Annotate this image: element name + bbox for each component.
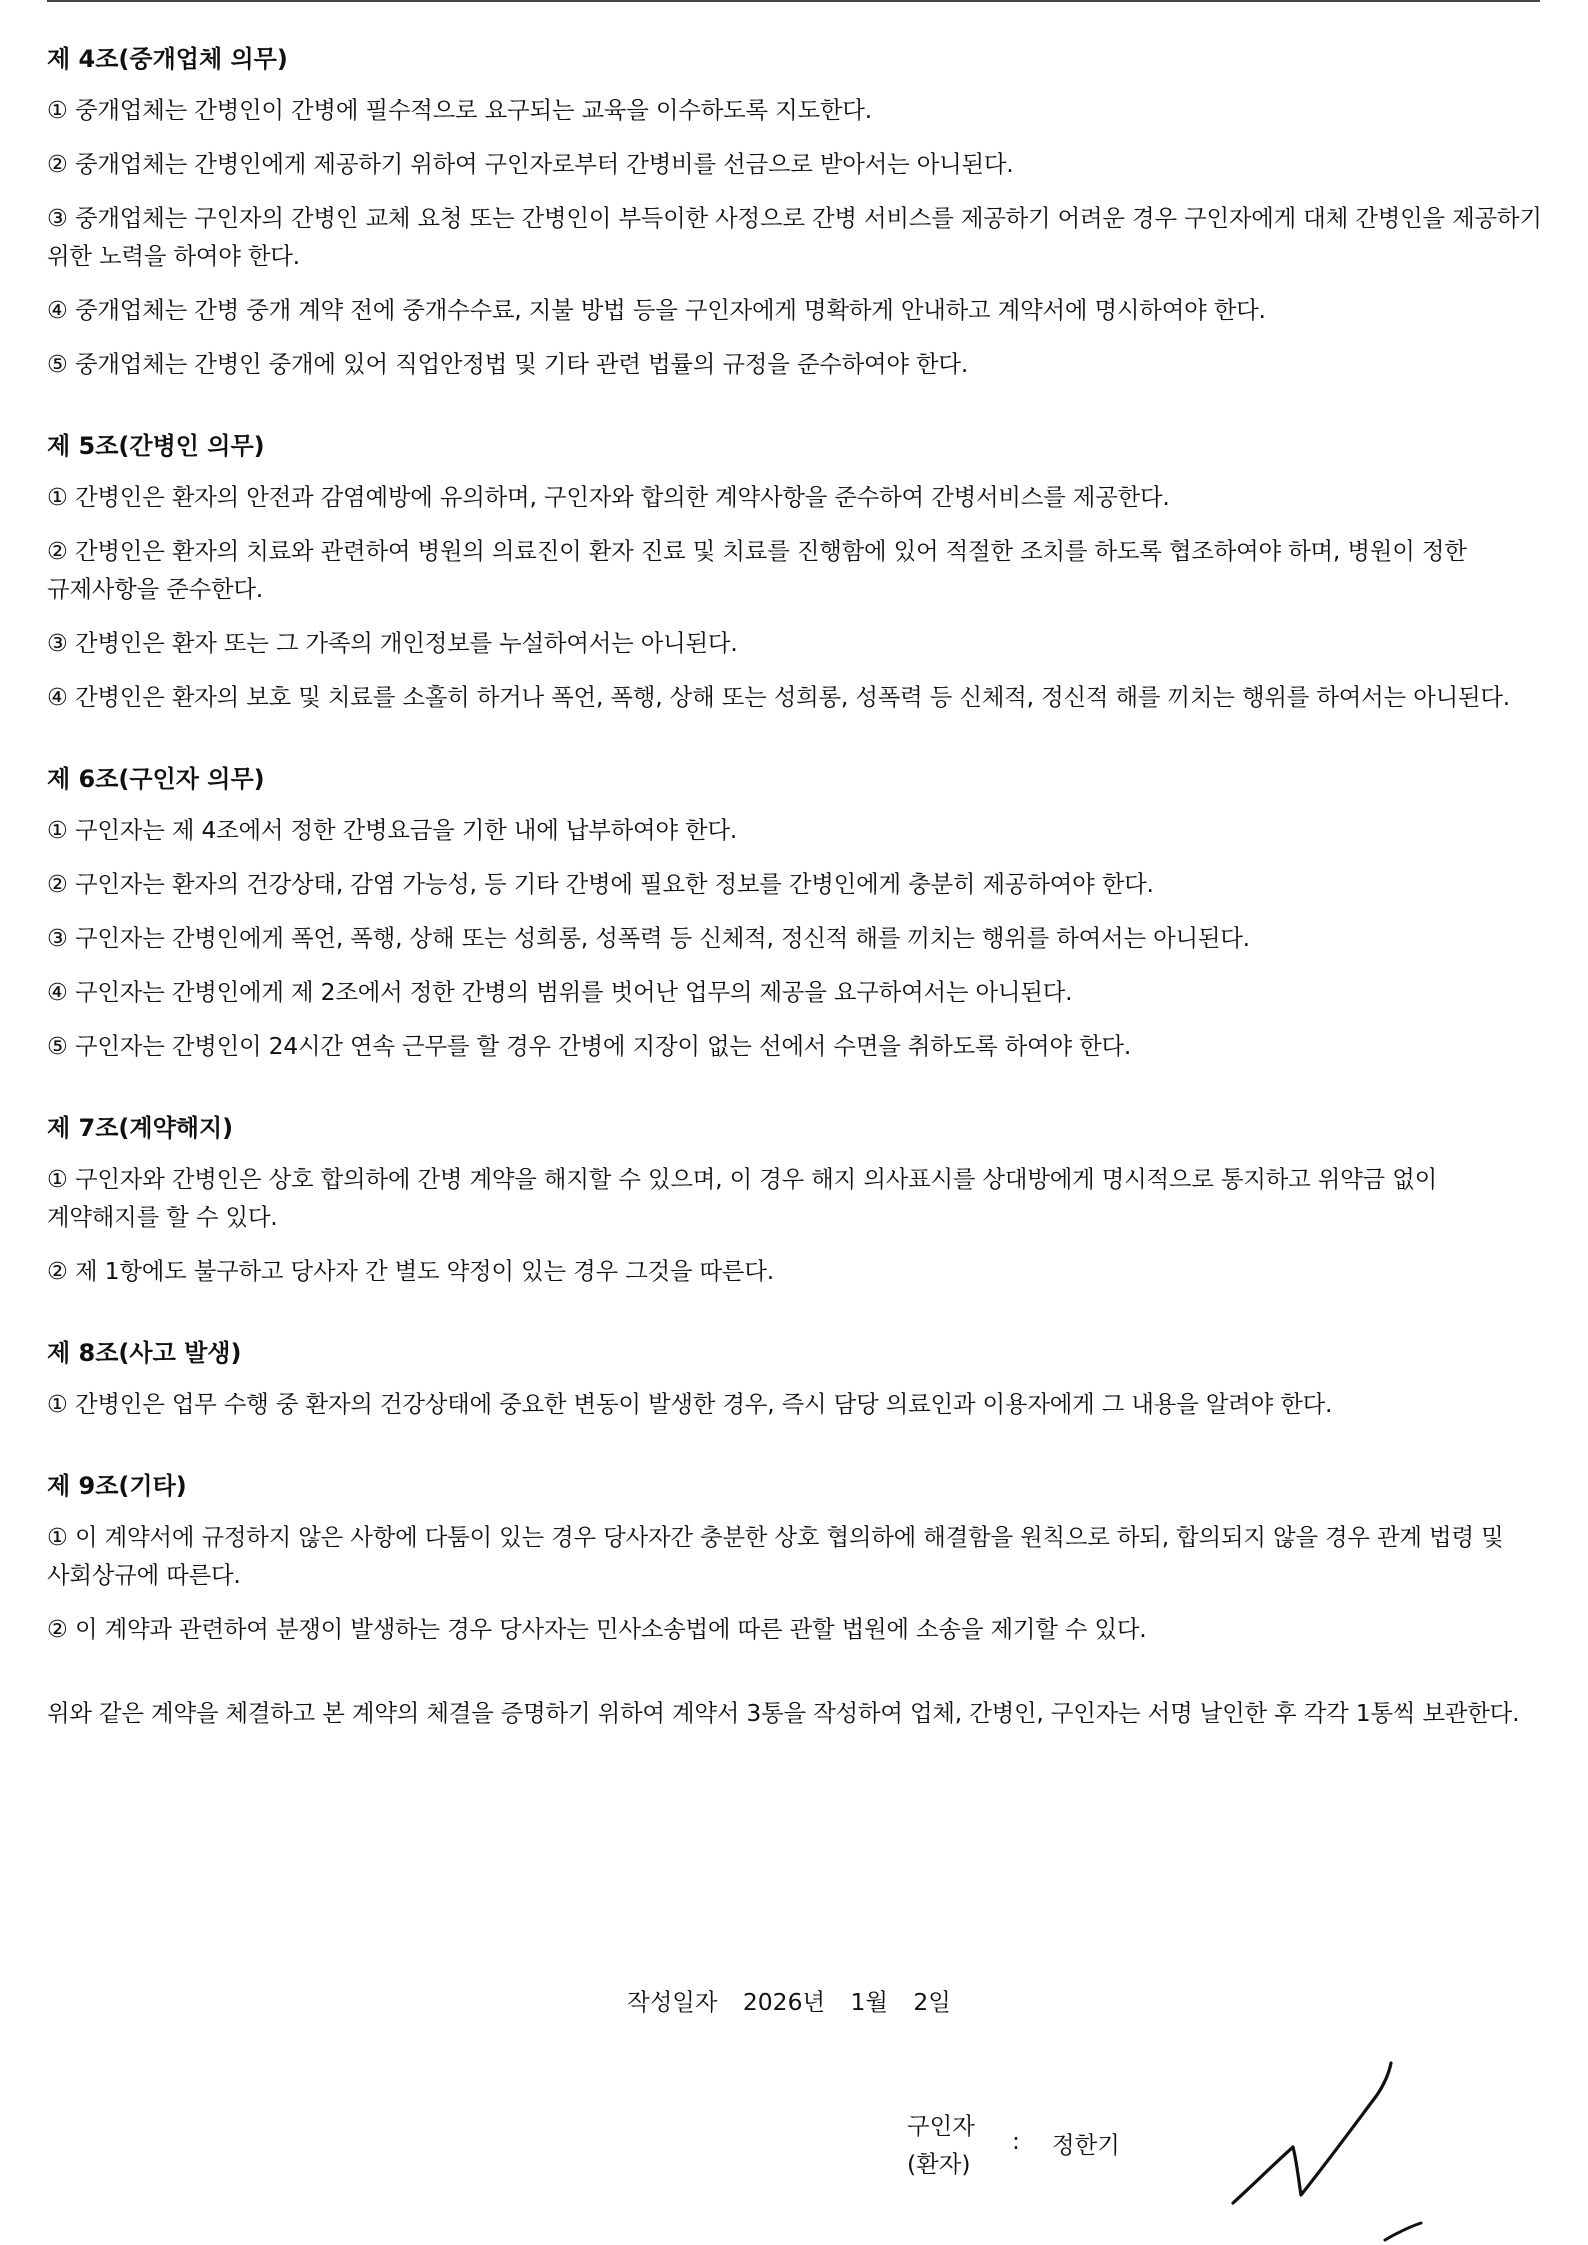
clause: ③ 구인자는 간병인에게 폭언, 폭행, 상해 또는 성희롱, 성폭력 등 신체적, 정신적 해를 끼치는 행위를 하여서는 아니된다. (47, 924, 1250, 952)
article-title: 제 9조(기타) (47, 1472, 187, 1500)
clause: ② 간병인은 환자의 치료와 관련하여 병원의 의료진이 환자 진료 및 치료를 진행함에 있어 적절한 조치를 하도록 협조하여야 하며, 병원이 정한 규제사항을 준수한다. (47, 537, 1467, 603)
date-month: 1월 (850, 1988, 888, 2016)
clause: ② 중개업체는 간병인에게 제공하기 위하여 구인자로부터 간병비를 선금으로 받아서는 아니된다. (47, 150, 1014, 178)
clause: ③ 중개업체는 구인자의 간병인 교체 요청 또는 간병인이 부득이한 사정으로 간병 서비스를 제공하기 어려운 경우 구인자에게 대체 간병인을 제공하기 위한 노력을 하여야 한다. (47, 204, 1542, 270)
handwritten-signature (1225, 2055, 1445, 2245)
clause: ② 이 계약과 관련하여 분쟁이 발생하는 경우 당사자는 민사소송법에 따른 관할 법원에 소송을 제기할 수 있다. (47, 1615, 1147, 1643)
article-title: 제 7조(계약해지) (47, 1114, 234, 1142)
article-title: 제 5조(간병인 의무) (47, 432, 265, 460)
clause: ① 간병인은 환자의 안전과 감염예방에 유의하며, 구인자와 합의한 계약사항을 준수하여 간병서비스를 제공한다. (47, 483, 1170, 511)
signer-role-line1: 구인자 (907, 2112, 975, 2140)
clause: ④ 구인자는 간병인에게 제 2조에서 정한 간병의 범위를 벗어난 업무의 제공을 요구하여서는 아니된다. (47, 978, 1073, 1006)
clause: ② 구인자는 환자의 건강상태, 감염 가능성, 등 기타 간병에 필요한 정보를 간병인에게 충분히 제공하여야 한다. (47, 870, 1154, 898)
closing-statement: 위와 같은 계약을 체결하고 본 계약의 체결을 증명하기 위하여 계약서 3통을 작성하여 업체, 간병인, 구인자는 서명 날인한 후 각각 1통씩 보관한다. (47, 1699, 1520, 1727)
signer-colon: : (1012, 2127, 1020, 2155)
clause: ① 간병인은 업무 수행 중 환자의 건강상태에 중요한 변동이 발생한 경우, 즉시 담당 의료인과 이용자에게 그 내용을 알려야 한다. (47, 1390, 1333, 1418)
date-label: 작성일자 (627, 1988, 718, 2016)
clause: ② 제 1항에도 불구하고 당사자 간 별도 약정이 있는 경우 그것을 따른다. (47, 1257, 774, 1285)
clause: ④ 간병인은 환자의 보호 및 치료를 소홀히 하거나 폭언, 폭행, 상해 또는 성희롱, 성폭력 등 신체적, 정신적 해를 끼치는 행위를 하여서는 아니된다. (47, 683, 1511, 711)
clause: ④ 중개업체는 간병 중개 계약 전에 중개수수료, 지불 방법 등을 구인자에게 명확하게 안내하고 계약서에 명시하여야 한다. (47, 296, 1266, 324)
contract-body (47, 42, 1542, 1755)
signer-role-line2: (환자) (907, 2150, 971, 2178)
clause: ⑤ 중개업체는 간병인 중개에 있어 직업안정법 및 기타 관련 법률의 규정을 준수하여야 한다. (47, 350, 969, 378)
article-title: 제 8조(사고 발생) (47, 1339, 242, 1367)
article-7 (47, 1111, 1542, 1290)
clause: ① 중개업체는 간병인이 간병에 필수적으로 요구되는 교육을 이수하도록 지도한다. (47, 96, 872, 124)
clause: ① 구인자와 간병인은 상호 합의하에 간병 계약을 해지할 수 있으며, 이 경우 해지 의사표시를 상대방에게 명시적으로 통지하고 위약금 없이 계약해지를 할 수 있다. (47, 1165, 1437, 1231)
article-title: 제 6조(구인자 의무) (47, 765, 265, 793)
date-day: 2일 (913, 1988, 951, 2016)
clause: ① 구인자는 제 4조에서 정한 간병요금을 기한 내에 납부하여야 한다. (47, 816, 738, 844)
article-title: 제 4조(중개업체 의무) (47, 45, 288, 73)
clause: ⑤ 구인자는 간병인이 24시간 연속 근무를 할 경우 간병에 지장이 없는 선에서 수면을 취하도록 하여야 한다. (47, 1032, 1132, 1060)
article-4 (47, 42, 1542, 383)
clause: ① 이 계약서에 규정하지 않은 사항에 다툼이 있는 경우 당사자간 충분한 상호 협의하에 해결함을 원칙으로 하되, 합의되지 않을 경우 관계 법령 및 사회상규에 따른다. (47, 1523, 1504, 1589)
article-5 (47, 429, 1542, 716)
top-divider (47, 0, 1540, 2)
article-6 (47, 762, 1542, 1065)
signer-role (907, 2107, 975, 2183)
article-8 (47, 1336, 1542, 1423)
date-year: 2026년 (742, 1988, 826, 2016)
date-line (0, 1985, 1588, 2019)
clause: ③ 간병인은 환자 또는 그 가족의 개인정보를 누설하여서는 아니된다. (47, 629, 738, 657)
article-9 (47, 1469, 1542, 1648)
signer-name: 정한기 (1052, 2131, 1120, 2159)
